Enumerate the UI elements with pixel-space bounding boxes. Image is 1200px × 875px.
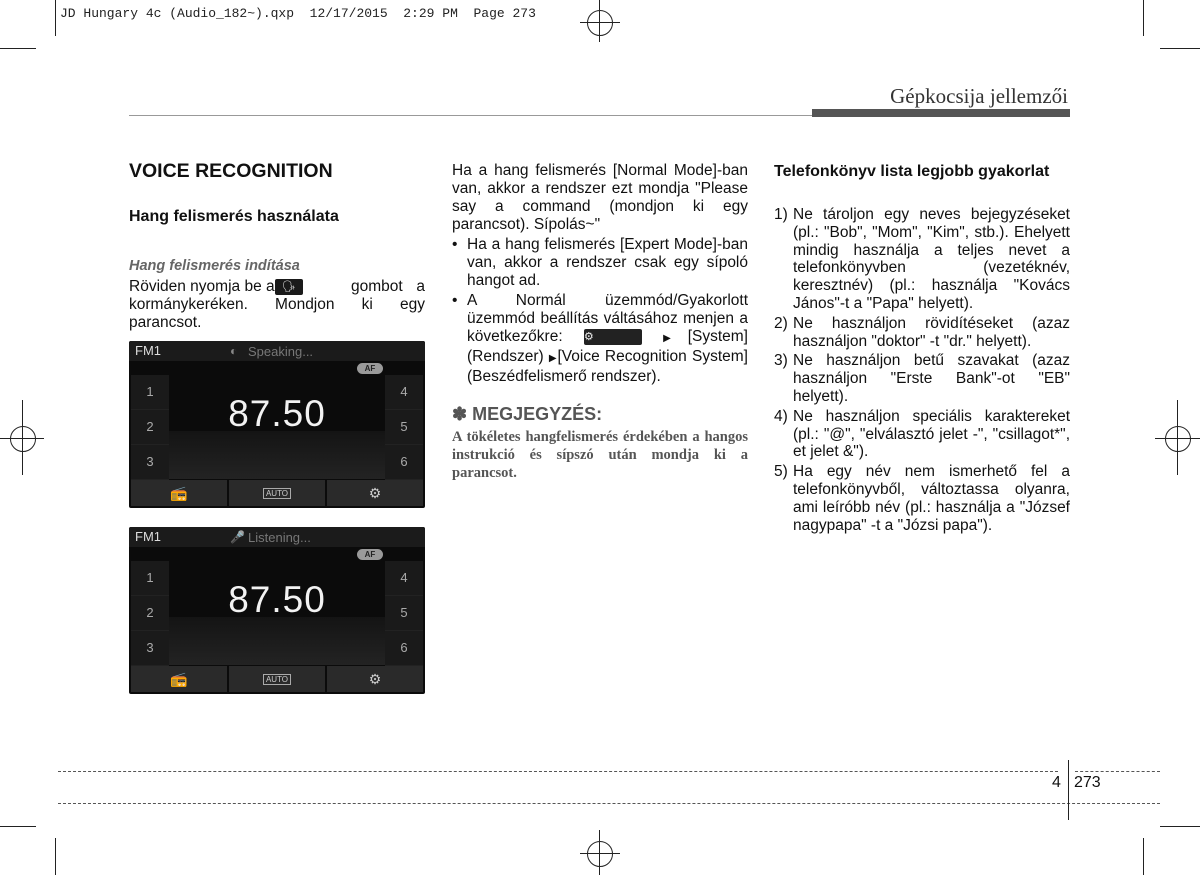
radio-list-button[interactable] bbox=[131, 480, 227, 506]
preset-button[interactable]: 1 bbox=[131, 561, 169, 596]
system-hu: (Rendszer) bbox=[467, 348, 544, 365]
gear-icon: ⚙ bbox=[368, 484, 382, 501]
phonebook-title: Telefonkönyv lista legjobb gyakorlat bbox=[774, 163, 1050, 180]
status-text: Listening... bbox=[248, 530, 311, 545]
auto-store-button[interactable] bbox=[229, 480, 325, 506]
radio-screen-listening bbox=[129, 527, 425, 694]
crop-mark bbox=[1143, 0, 1144, 36]
print-slug: JD Hungary 4c (Audio_182~).qxp 12/17/2015 2:29 PM Page 273 bbox=[60, 6, 536, 21]
page-title: VOICE RECOGNITION bbox=[129, 160, 333, 182]
intro-text-start: Röviden nyomja be a bbox=[129, 278, 275, 295]
crop-mark bbox=[1143, 838, 1144, 875]
crop-mark bbox=[1160, 826, 1200, 827]
band-label: FM1 bbox=[135, 343, 161, 358]
auto-store-icon: AUTO bbox=[263, 488, 291, 499]
af-badge: AF bbox=[357, 549, 383, 560]
screen-button-bar bbox=[131, 480, 423, 506]
list-item: 4) Ne használjon speciális karaktereket (pl.: "@", "elválasztó jelet -", "csillagot*", et jelet &"). bbox=[774, 407, 1070, 461]
header-bar bbox=[812, 109, 1070, 117]
voice-button-icon: 🗣 bbox=[275, 279, 303, 295]
crop-mark bbox=[55, 838, 56, 875]
footer-rule bbox=[1075, 771, 1160, 772]
arrow-icon: ▶ bbox=[548, 353, 558, 364]
crop-mark bbox=[1160, 48, 1200, 49]
preset-button[interactable]: 1 bbox=[131, 375, 169, 410]
list-item: 5) Ha egy név nem ismerhető fel a telefonkönyvből, változtassa olyanra, ami leíróbb név (pl.: használja a "József nagypapa" -t a "Józsi papa"). bbox=[774, 463, 1070, 534]
note-body: A tökéletes hangfelismerés érdekében a hangos instrukció és sípszó után mondja ki a parancsot. bbox=[452, 429, 748, 481]
preset-button[interactable]: 2 bbox=[131, 410, 169, 445]
subtitle: Hang felismerés használata bbox=[129, 208, 339, 225]
mode-switch-text: A Normál üzemmód/Gyakorlott üzemmód beállítás váltásához menjen a következőkre: bbox=[467, 292, 748, 345]
page-number: 273 bbox=[1074, 774, 1101, 791]
sub-subtitle: Hang felismerés indítása bbox=[129, 258, 300, 274]
frequency-display: 87.50 bbox=[228, 393, 326, 434]
system-menu: [System] bbox=[687, 328, 748, 345]
phonebook-list bbox=[774, 206, 1070, 536]
auto-store-icon: AUTO bbox=[263, 674, 291, 685]
intro-paragraph bbox=[129, 278, 425, 332]
mode-switch-bullet bbox=[452, 292, 748, 386]
preset-button[interactable]: 5 bbox=[385, 596, 423, 631]
voice-recognition-menu: [Voice Recognition System] (Beszédfelismerő rendszer). bbox=[467, 348, 748, 385]
crop-mark bbox=[55, 0, 56, 36]
crop-mark bbox=[0, 826, 36, 827]
settings-button[interactable] bbox=[327, 480, 423, 506]
radio-list-icon: 📻 bbox=[170, 484, 188, 501]
intro-text-end: gombot a kormánykeréken. Mondjon ki egy parancsot. bbox=[129, 278, 425, 331]
radio-screen-speaking bbox=[129, 341, 425, 508]
expert-mode-bullet: • Ha a hang felismerés [Expert Mode]-ban van, akkor a rendszer csak egy sípoló hangot ad. bbox=[452, 236, 748, 290]
preset-button[interactable]: 6 bbox=[385, 445, 423, 480]
speaking-icon: ◐ bbox=[230, 344, 238, 358]
preset-button[interactable]: 5 bbox=[385, 410, 423, 445]
list-item: 3) Ne használjon betű szavakat (azaz használjon "Erste Bank"-ot "EB" helyett). bbox=[774, 352, 1070, 405]
frequency-display: 87.50 bbox=[228, 579, 326, 620]
setup-gear-icon: ⚙ bbox=[584, 329, 642, 345]
preset-button[interactable]: 3 bbox=[131, 445, 169, 480]
band-label: FM1 bbox=[135, 529, 161, 544]
radio-list-button[interactable] bbox=[131, 666, 227, 692]
preset-button[interactable]: 3 bbox=[131, 631, 169, 666]
footer-rule bbox=[58, 803, 1160, 804]
screen-button-bar bbox=[131, 666, 423, 692]
list-item: 1) Ne tároljon egy neves bejegyzéseket (pl.: "Bob", "Mom", "Kim", stb.). Ehelyett mindig használja a teljes nevet a telefonkönyvben (vezetéknév, keresztnév) (pl.: használja "Kovács János"-t a "Papa" helyett). bbox=[774, 206, 1070, 312]
settings-button[interactable] bbox=[327, 666, 423, 692]
preset-button[interactable]: 2 bbox=[131, 596, 169, 631]
arrow-icon: ▶ bbox=[663, 333, 688, 344]
radio-list-icon: 📻 bbox=[170, 670, 188, 687]
list-item: 2) Ne használjon rövidítéseket (azaz használjon "doktor" -t "dr." helyett). bbox=[774, 314, 1070, 350]
gear-icon: ⚙ bbox=[368, 670, 382, 687]
chapter-number: 4 bbox=[1052, 774, 1061, 791]
preset-button[interactable]: 4 bbox=[385, 375, 423, 410]
microphone-icon: 🎤 bbox=[230, 530, 245, 544]
section-title: Gépkocsija jellemzői bbox=[890, 84, 1068, 108]
footer-rule bbox=[58, 771, 1058, 772]
crop-mark bbox=[0, 48, 36, 49]
af-badge: AF bbox=[357, 363, 383, 374]
note-title: ✽ MEGJEGYZÉS: bbox=[452, 404, 603, 424]
preset-button[interactable]: 4 bbox=[385, 561, 423, 596]
preset-button[interactable]: 6 bbox=[385, 631, 423, 666]
auto-store-button[interactable] bbox=[229, 666, 325, 692]
normal-mode-paragraph: Ha a hang felismerés [Normal Mode]-ban van, akkor a rendszer ezt mondja "Please say a command (mondjon ki egy parancsot). Sípolás~" bbox=[452, 162, 748, 233]
status-text: Speaking... bbox=[248, 344, 314, 359]
mode-bullets bbox=[452, 236, 748, 386]
footer-divider bbox=[1068, 760, 1069, 820]
